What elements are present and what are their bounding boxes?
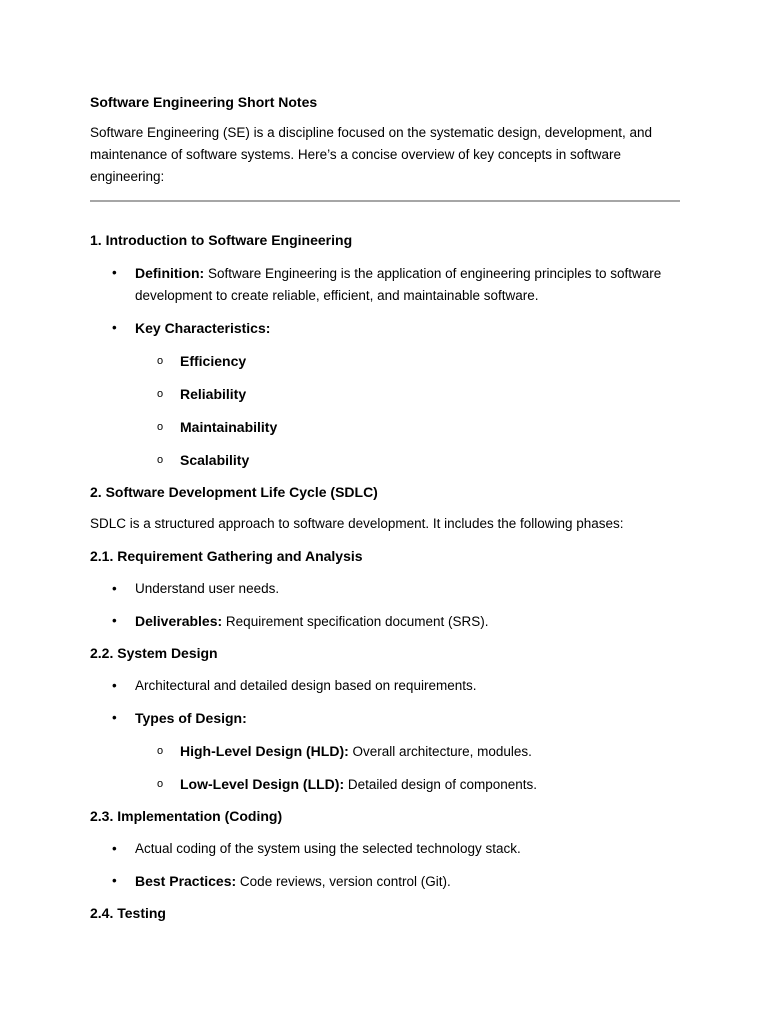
list-item	[90, 578, 680, 600]
characteristic-item	[135, 449, 680, 472]
key-characteristics-item	[90, 317, 680, 472]
document-title: Software Engineering Short Notes	[90, 94, 318, 110]
list-item-text: Actual coding of the system using the selected technology stack.	[135, 841, 521, 856]
definition-label: Definition:	[135, 265, 205, 281]
definition-item	[90, 262, 680, 307]
lld-text: Detailed design of components.	[344, 777, 537, 792]
characteristics-list	[135, 350, 680, 472]
deliverables-item	[90, 610, 680, 633]
document-body	[90, 92, 680, 935]
hld-label: High-Level Design (HLD):	[180, 743, 349, 759]
subsection-2-1-heading: 2.1. Requirement Gathering and Analysis	[90, 548, 363, 564]
characteristic-item	[135, 383, 680, 406]
characteristic-label: Reliability	[180, 386, 247, 402]
list-item-text: Architectural and detailed design based on requirements.	[135, 678, 477, 693]
characteristic-label: Efficiency	[180, 353, 247, 369]
sdlc-intro: SDLC is a structured approach to software development. It includes the following phases:	[90, 516, 624, 531]
subsection-2-3-list	[90, 838, 680, 893]
best-practices-text: Code reviews, version control (Git).	[236, 874, 451, 889]
subsection-2-2-heading: 2.2. System Design	[90, 645, 218, 661]
characteristic-label: Maintainability	[180, 419, 278, 435]
list-item	[90, 675, 680, 697]
types-of-design-item	[90, 707, 680, 796]
section-1-list	[90, 262, 680, 472]
subsection-2-4-heading: 2.4. Testing	[90, 905, 166, 921]
horizontal-divider	[90, 200, 680, 202]
intro-paragraph: Software Engineering (SE) is a discipline focused on the systematic design, development, and maintenance of software systems. Here’s a concise overview of key concepts in software engineering:	[90, 125, 653, 184]
best-practices-item	[90, 870, 680, 893]
deliverables-label: Deliverables:	[135, 613, 223, 629]
subsection-2-3-heading: 2.3. Implementation (Coding)	[90, 808, 283, 824]
design-types-list	[135, 740, 680, 796]
hld-item	[135, 740, 680, 763]
characteristic-item	[135, 416, 680, 439]
definition-text: Software Engineering is the application of engineering principles to software development to create reliable, efficient, and maintainable software.	[135, 266, 662, 303]
subsection-2-1-list	[90, 578, 680, 633]
list-item-text: Understand user needs.	[135, 581, 280, 596]
deliverables-text: Requirement specification document (SRS).	[222, 614, 489, 629]
types-of-design-label: Types of Design:	[135, 710, 247, 726]
hld-text: Overall architecture, modules.	[348, 744, 532, 759]
characteristic-item	[135, 350, 680, 373]
list-item	[90, 838, 680, 860]
characteristic-label: Scalability	[180, 452, 250, 468]
key-characteristics-label: Key Characteristics:	[135, 320, 271, 336]
subsection-2-2-list	[90, 675, 680, 796]
section-1-heading: 1. Introduction to Software Engineering	[90, 232, 353, 248]
lld-label: Low-Level Design (LLD):	[180, 776, 345, 792]
section-2-heading: 2. Software Development Life Cycle (SDLC)	[90, 484, 378, 500]
lld-item	[135, 773, 680, 796]
best-practices-label: Best Practices:	[135, 873, 237, 889]
